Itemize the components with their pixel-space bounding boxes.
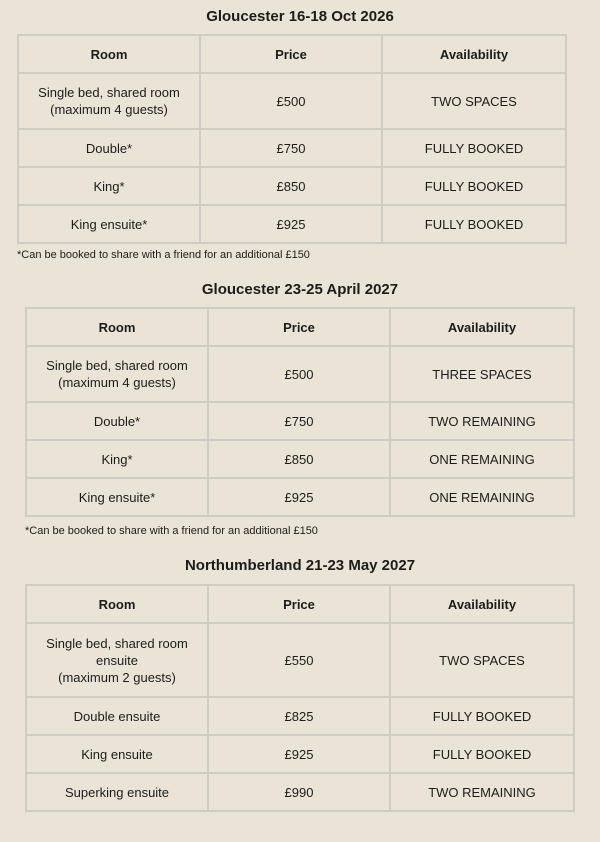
header-price: Price	[200, 35, 382, 73]
availability-cell: FULLY BOOKED	[382, 205, 566, 243]
table-row	[26, 735, 574, 773]
room-cell: Single bed, shared room (maximum 4 guests)	[26, 346, 208, 402]
price-cell: £500	[208, 346, 390, 402]
price-cell: £925	[208, 478, 390, 516]
availability-cell: THREE SPACES	[390, 346, 574, 402]
table-row	[18, 129, 566, 167]
availability-cell: TWO SPACES	[390, 623, 574, 697]
section-1-note: *Can be booked to share with a friend for an additional £150	[17, 249, 310, 261]
availability-cell: FULLY BOOKED	[382, 129, 566, 167]
price-cell: £990	[208, 773, 390, 811]
table-row	[26, 697, 574, 735]
header-price: Price	[208, 308, 390, 346]
header-room: Room	[18, 35, 200, 73]
room-cell: Double*	[26, 402, 208, 440]
room-cell: King*	[18, 167, 200, 205]
table-header-row	[26, 308, 574, 346]
availability-cell: ONE REMAINING	[390, 440, 574, 478]
table-header-row	[18, 35, 566, 73]
room-cell: Double*	[18, 129, 200, 167]
table-row	[26, 478, 574, 516]
room-cell: King ensuite*	[26, 478, 208, 516]
section-1-table	[17, 34, 567, 244]
table-row	[26, 402, 574, 440]
availability-cell: TWO SPACES	[382, 73, 566, 129]
room-cell: Single bed, shared room (maximum 4 guests)	[18, 73, 200, 129]
availability-cell: FULLY BOOKED	[382, 167, 566, 205]
table-row	[26, 623, 574, 697]
availability-cell: ONE REMAINING	[390, 478, 574, 516]
room-cell: Single bed, shared room ensuite (maximum 2 guests)	[26, 623, 208, 697]
price-cell: £825	[208, 697, 390, 735]
header-availability: Availability	[390, 308, 574, 346]
section-2-note: *Can be booked to share with a friend for an additional £150	[25, 525, 318, 537]
price-cell: £925	[208, 735, 390, 773]
table-row	[26, 440, 574, 478]
price-cell: £550	[208, 623, 390, 697]
table-row	[18, 73, 566, 129]
price-cell: £750	[208, 402, 390, 440]
section-3-title: Northumberland 21-23 May 2027	[184, 557, 416, 574]
room-cell: King ensuite	[26, 735, 208, 773]
availability-cell: TWO REMAINING	[390, 402, 574, 440]
availability-cell: TWO REMAINING	[390, 773, 574, 811]
price-cell: £750	[200, 129, 382, 167]
table-row	[26, 346, 574, 402]
availability-cell: FULLY BOOKED	[390, 735, 574, 773]
section-1-title: Gloucester 16-18 Oct 2026	[206, 8, 394, 25]
price-cell: £500	[200, 73, 382, 129]
section-3-table	[25, 584, 575, 812]
table-row	[18, 205, 566, 243]
table-header-row	[26, 585, 574, 623]
table-row	[18, 167, 566, 205]
price-cell: £850	[200, 167, 382, 205]
header-room: Room	[26, 585, 208, 623]
availability-cell: FULLY BOOKED	[390, 697, 574, 735]
header-availability: Availability	[390, 585, 574, 623]
section-2-title: Gloucester 23-25 April 2027	[201, 281, 399, 298]
header-room: Room	[26, 308, 208, 346]
header-availability: Availability	[382, 35, 566, 73]
price-cell: £850	[208, 440, 390, 478]
table-row	[26, 773, 574, 811]
room-cell: Double ensuite	[26, 697, 208, 735]
room-cell: King ensuite*	[18, 205, 200, 243]
header-price: Price	[208, 585, 390, 623]
price-cell: £925	[200, 205, 382, 243]
room-cell: Superking ensuite	[26, 773, 208, 811]
section-2-table	[25, 307, 575, 517]
room-cell: King*	[26, 440, 208, 478]
